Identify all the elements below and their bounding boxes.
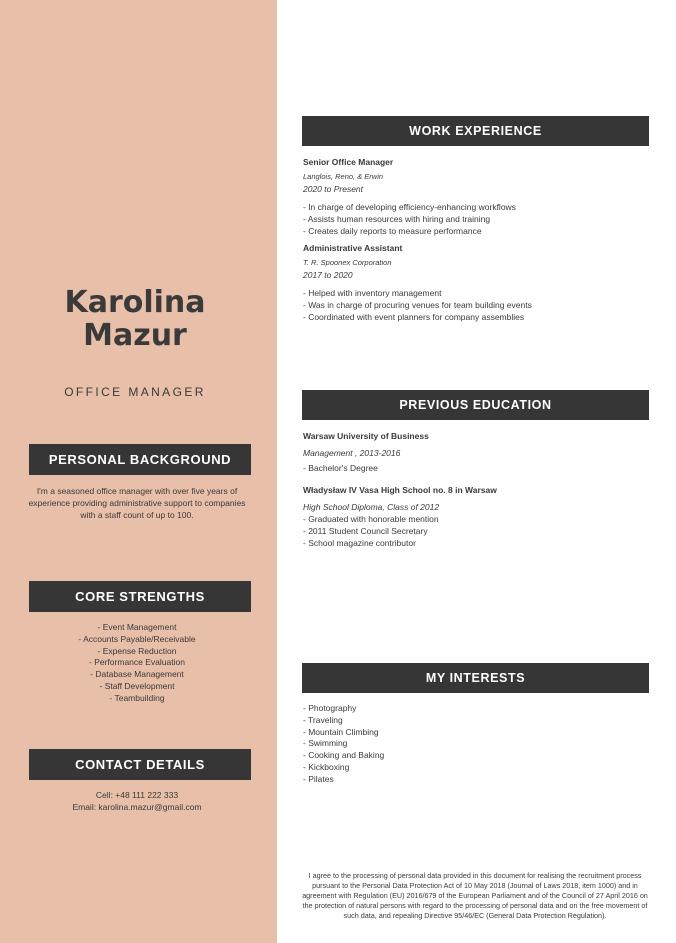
list-item: - Teambuilding — [109, 692, 165, 703]
list-item: - In charge of developing efficiency-enhancing workflows — [303, 202, 516, 212]
interests-list — [303, 703, 603, 786]
list-item: - Assists human resources with hiring and training — [303, 214, 491, 224]
job-title: Senior Office Manager — [303, 157, 394, 167]
job-company: T. R. Spoonex Corporation — [303, 258, 392, 267]
list-item: - Accounts Payable/Receivable — [78, 633, 196, 644]
school-details — [303, 513, 653, 549]
contact-details-heading — [29, 749, 251, 780]
list-item: - Creates daily reports to measure performance — [303, 226, 482, 236]
list-item: - Graduated with honorable mention — [303, 514, 439, 524]
job-role: OFFICE MANAGER — [64, 385, 206, 399]
gdpr-consent-clause: I agree to the processing of personal data provided in this document for realising the recruitment process pursuant to the Personal Data Protection Act of 10 May 2018 (Journal of Laws 2018, item 1000) and in agreement with Regulation (EU) 2016/679 of the European Parliament and of the Council of 27 April 2016 on the protection of natural persons with regard to the processing of personal data and on the free movement of such data, and repealing Directive 95/46/EC (General Data Protection Regulation). — [302, 871, 648, 921]
school-name: Władysław IV Vasa High School no. 8 in Warsaw — [303, 485, 497, 495]
last-name: Mazur — [83, 318, 187, 353]
list-item: - Event Management — [97, 622, 177, 632]
school-details — [303, 462, 653, 474]
school-program: High School Diploma, Class of 2012 — [303, 502, 440, 512]
list-item: - Swimming — [303, 738, 348, 749]
contact-details — [26, 790, 248, 814]
personal-background-text: I'm a seasoned office manager with over five years of experience providing administrative support to companies with a staff count of up to 100. — [28, 486, 246, 520]
core-strengths-heading-label: CORE STRENGTHS — [75, 589, 205, 604]
work-experience-heading — [302, 116, 649, 146]
list-item: - 2011 Student Council Secretary — [303, 526, 428, 536]
list-item: - Pilates — [303, 773, 334, 784]
education-entry — [303, 430, 653, 474]
job-entry — [303, 156, 653, 237]
school-program: Management , 2013-2016 — [303, 448, 401, 458]
list-item: - Expense Reduction — [97, 645, 177, 656]
job-duties — [303, 201, 653, 237]
contact-email[interactable]: Email: karolina.mazur@gmail.com — [72, 801, 202, 812]
list-item: - Mountain Climbing — [303, 726, 379, 737]
list-item: - Coordinated with event planners for company assemblies — [303, 312, 525, 322]
list-item: - Bachelor's Degree — [303, 463, 378, 473]
job-entry — [303, 242, 653, 323]
list-item: - Performance Evaluation — [89, 657, 185, 668]
core-strengths-heading — [29, 581, 251, 612]
personal-background-heading — [29, 444, 251, 475]
job-period: 2017 to 2020 — [303, 270, 353, 280]
my-interests-heading-label: MY INTERESTS — [425, 671, 526, 685]
contact-details-heading-label: CONTACT DETAILS — [75, 757, 205, 772]
previous-education-heading-label: PREVIOUS EDUCATION — [399, 398, 552, 412]
job-company: Langlois, Reno, & Erwin — [303, 172, 384, 181]
my-interests-heading — [302, 663, 649, 693]
core-strengths-list — [26, 622, 248, 705]
personal-background-heading-label: PERSONAL BACKGROUND — [48, 452, 232, 467]
previous-education-heading — [302, 390, 649, 420]
list-item: - Helped with inventory management — [303, 288, 442, 298]
first-name: Karolina — [64, 285, 206, 320]
list-item: - Cooking and Baking — [303, 750, 385, 761]
list-item: - Kickboxing — [303, 761, 350, 772]
school-name: Warsaw University of Business — [303, 431, 429, 441]
work-experience-heading-label: WORK EXPERIENCE — [409, 124, 542, 138]
contact-cell: Cell: +48 111 222 333 — [95, 790, 179, 800]
job-duties — [303, 287, 653, 323]
list-item: - Database Management — [90, 669, 184, 680]
list-item: - School magazine contributor — [303, 538, 416, 548]
education-entry — [303, 484, 653, 549]
list-item: - Traveling — [303, 714, 343, 725]
job-period: 2020 to Present — [303, 184, 364, 194]
job-title: Administrative Assistant — [303, 243, 403, 253]
list-item: - Photography — [303, 703, 357, 713]
list-item: - Staff Development — [99, 680, 175, 691]
list-item: - Was in charge of procuring venues for team building events — [303, 300, 532, 310]
